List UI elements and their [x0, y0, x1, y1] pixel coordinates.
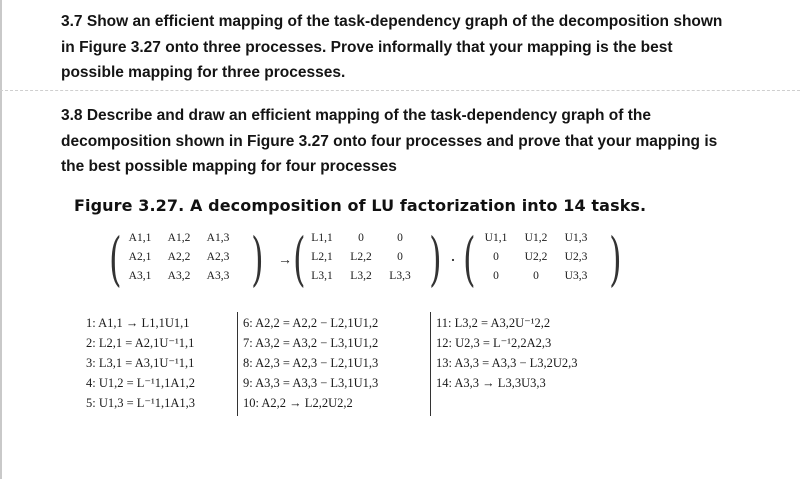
matrix-u-cell: U2,2: [524, 251, 548, 263]
matrix-a-cell: A1,3: [206, 232, 230, 244]
task-item: 10: A2,2 → L2,2U2,2: [243, 396, 353, 410]
question-3-8-line-1: 3.8 Describe and draw an efficient mapping of the task-dependency graph of the: [61, 107, 651, 124]
page-left-edge: [0, 0, 2, 479]
left-paren: (: [109, 225, 122, 293]
decomposition-arrow: →: [278, 253, 292, 268]
right-paren: ): [609, 225, 622, 293]
matrix-l-cell: L2,2: [350, 251, 372, 263]
task-item: 13: A3,3 = A3,3 − L3,2U2,3: [436, 356, 578, 370]
matrix-u-cell: U1,2: [524, 232, 548, 244]
column-separator: [237, 312, 238, 416]
task-item: 12: U2,3 = L⁻¹2,2A2,3: [436, 336, 552, 350]
task-list-column-1: [86, 313, 195, 413]
matrix-l-cell: 0: [397, 251, 403, 263]
question-3-7: [61, 9, 722, 86]
matrix-a-cell: A1,2: [167, 232, 191, 244]
multiply-dot: ·: [450, 250, 456, 270]
matrix-u-cell: U1,3: [564, 232, 588, 244]
matrix-l-cell: 0: [358, 232, 364, 244]
task-item: 7: A3,2 = A3,2 − L3,1U1,2: [243, 336, 379, 350]
column-separator: [430, 312, 431, 416]
task-list-column-3: [436, 313, 578, 393]
matrix-l-cell: L1,1: [311, 232, 333, 244]
task-item: 3: L3,1 = A3,1U⁻¹1,1: [86, 356, 195, 370]
question-3-7-line-1: 3.7 Show an efficient mapping of the task-dependency graph of the decomposition shown: [61, 13, 723, 30]
question-3-7-line-2: in Figure 3.27 onto three processes. Prove informally that your mapping is the best: [61, 38, 673, 56]
section-divider: [0, 90, 800, 91]
task-item: 4: U1,2 = L⁻¹1,1A1,2: [86, 376, 196, 390]
matrix-l-cell: 0: [397, 232, 403, 244]
left-paren: (: [293, 225, 306, 293]
matrix-a-cell: A2,1: [128, 251, 152, 263]
task-item: 11: L3,2 = A3,2U⁻¹2,2: [436, 316, 551, 330]
right-paren: ): [251, 225, 264, 293]
figure-title: Figure 3.27. A decomposition of LU factorization into 14 tasks.: [74, 196, 647, 215]
matrix-l-cell: L3,2: [350, 270, 372, 282]
question-3-7-line-3: possible mapping for three processes.: [61, 64, 346, 81]
matrix-u-cell: U1,1: [484, 232, 508, 244]
matrix-l-cell: L2,1: [311, 251, 333, 263]
matrix-a-cell: A3,1: [128, 270, 152, 282]
left-paren: (: [463, 225, 476, 293]
question-3-8-line-2: decomposition shown in Figure 3.27 onto four processes and prove that your mapping is: [61, 132, 718, 150]
task-item: 9: A3,3 = A3,3 − L3,1U1,3: [243, 376, 379, 390]
task-item: 1: A1,1 → L1,1U1,1: [86, 316, 190, 330]
right-paren: ): [429, 225, 442, 293]
matrix-a-cell: A1,1: [128, 232, 152, 244]
matrix-a-cell: A3,3: [206, 270, 230, 282]
question-3-8-line-3: the best possible mapping for four processes: [61, 158, 397, 175]
task-item: 14: A3,3 → L3,3U3,3: [436, 376, 546, 390]
question-3-8: [61, 103, 717, 180]
matrix-u-cell: U2,3: [564, 251, 588, 263]
matrix-u: [463, 225, 626, 294]
matrix-a-cell: A3,2: [167, 270, 191, 282]
matrix-l-cell: L3,1: [311, 270, 333, 282]
matrix-a-cell: A2,2: [167, 251, 191, 263]
matrix-a-cell: A2,3: [206, 251, 230, 263]
matrix-l: [293, 225, 446, 294]
matrix-u-cell: 0: [493, 251, 499, 263]
task-item: 6: A2,2 = A2,2 − L2,1U1,2: [243, 316, 379, 330]
task-item: 5: U1,3 = L⁻¹1,1A1,3: [86, 396, 196, 410]
matrix-u-cell: U3,3: [564, 270, 588, 282]
task-list-column-2: [243, 313, 378, 413]
matrix-a: [109, 225, 272, 294]
matrix-u-cell: 0: [493, 270, 499, 282]
matrix-l-cell: L3,3: [389, 270, 411, 282]
matrix-u-cell: 0: [533, 270, 539, 282]
task-item: 8: A2,3 = A2,3 − L2,1U1,3: [243, 356, 379, 370]
task-item: 2: L2,1 = A2,1U⁻¹1,1: [86, 336, 195, 350]
